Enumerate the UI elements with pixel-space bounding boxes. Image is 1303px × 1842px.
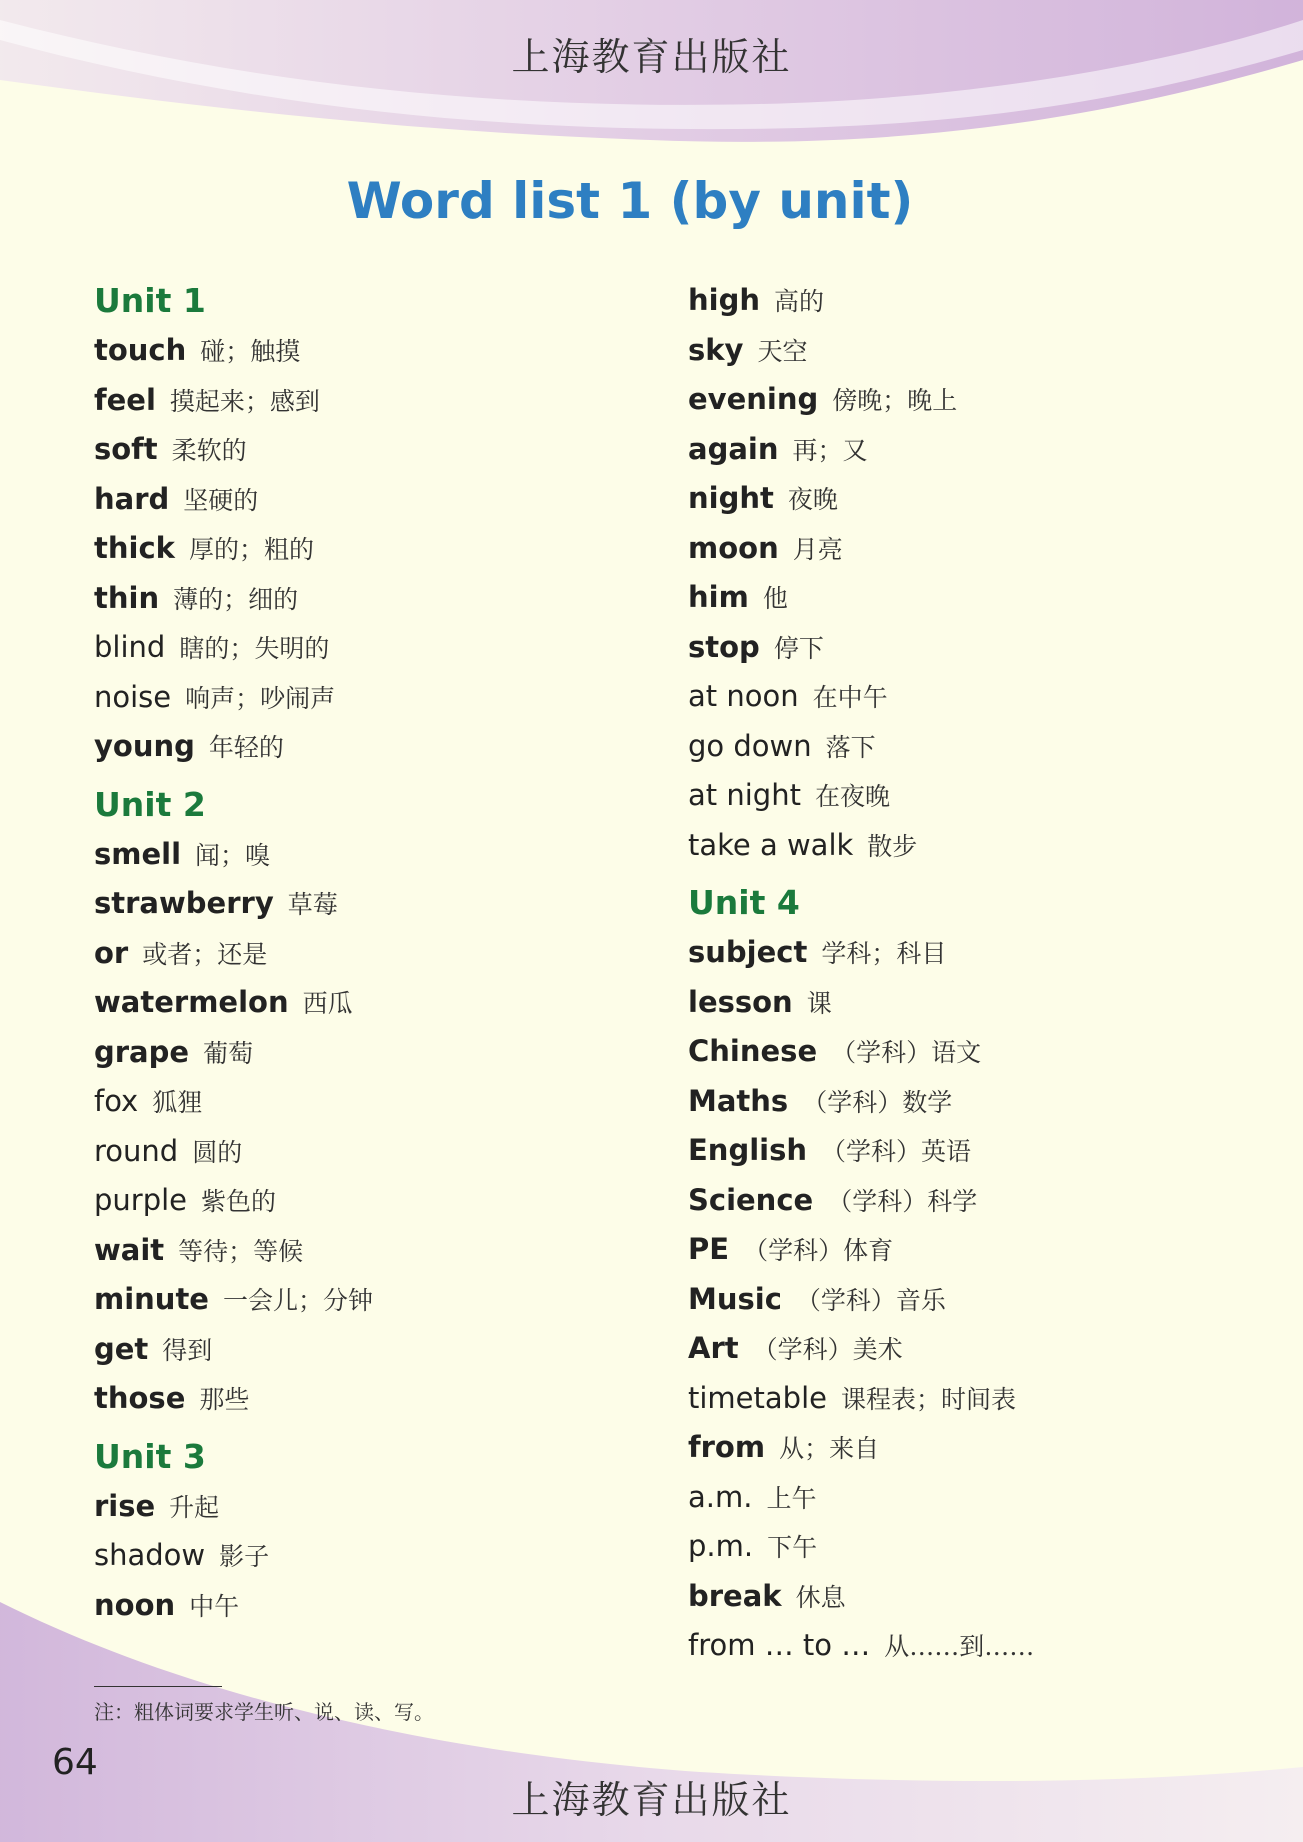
meaning: （学科）英语	[821, 1137, 972, 1166]
meaning: 一会儿；分钟	[222, 1286, 373, 1315]
meaning: 那些	[199, 1385, 250, 1414]
word-entry	[94, 574, 373, 624]
word: smell	[94, 836, 182, 871]
word: timetable	[688, 1380, 827, 1415]
word: at night	[688, 778, 801, 812]
meaning: 闻；嗅	[195, 840, 271, 870]
word: Art	[688, 1331, 739, 1365]
word-entry	[94, 376, 373, 426]
meaning: 天空	[757, 336, 808, 366]
header-publisher: 上海教育出版社	[511, 35, 792, 79]
meaning: 草莓	[287, 890, 338, 919]
meaning: 再；又	[792, 435, 868, 465]
word-entry	[94, 1581, 373, 1631]
word: strawberry	[94, 886, 274, 920]
word-entry	[94, 1176, 373, 1226]
word: him	[688, 580, 749, 614]
word-entry	[94, 1531, 373, 1581]
word: from	[688, 1430, 766, 1464]
word: PE	[688, 1232, 730, 1266]
meaning: 中午	[189, 1591, 240, 1621]
word: young	[94, 729, 195, 763]
meaning: 休息	[795, 1582, 846, 1612]
word: Maths	[688, 1083, 789, 1118]
meaning: 落下	[825, 732, 876, 762]
word: take a walk	[688, 827, 854, 862]
word-entry	[688, 1522, 1034, 1572]
word: rise	[94, 1488, 156, 1523]
word: stop	[688, 629, 760, 664]
word-entry	[94, 1325, 373, 1375]
word: a.m.	[688, 1479, 753, 1514]
word-entry	[94, 929, 373, 979]
meaning: （学科）美术	[752, 1335, 903, 1364]
footer-publisher: 上海教育出版社	[511, 1778, 792, 1822]
word-entry	[688, 1225, 1034, 1275]
word-entry	[94, 475, 373, 525]
word-entry	[688, 1572, 1034, 1622]
word: purple	[94, 1183, 188, 1217]
word-entry	[688, 1077, 1034, 1127]
word: English	[688, 1133, 808, 1167]
word-entry	[94, 425, 373, 475]
word: wait	[94, 1232, 165, 1267]
meaning: 坚硬的	[183, 485, 259, 515]
meaning: 夜晚	[787, 485, 838, 514]
word: touch	[94, 333, 187, 367]
word: shadow	[94, 1538, 206, 1572]
word: break	[688, 1578, 782, 1613]
word-entry	[688, 573, 1034, 623]
word: round	[94, 1133, 179, 1168]
word: fox	[94, 1084, 139, 1118]
word-entry	[94, 524, 373, 574]
word: those	[94, 1381, 186, 1415]
word-entry	[94, 1077, 373, 1127]
word-entry	[94, 673, 373, 723]
footnote: 注：粗体词要求学生听、说、读、写。	[94, 1700, 434, 1724]
unit-heading: Unit 4	[688, 883, 800, 922]
word: hard	[94, 481, 170, 516]
footnote-divider	[94, 1686, 222, 1687]
word: subject	[688, 935, 808, 969]
meaning: 高的	[774, 287, 825, 316]
meaning: （学科）体育	[743, 1236, 894, 1265]
word-entry	[688, 326, 1034, 376]
word-entry	[94, 1127, 373, 1177]
meaning: 月亮	[792, 534, 843, 564]
meaning: 瞎的；失明的	[179, 634, 330, 663]
word-entry	[688, 771, 1034, 821]
word-entry	[94, 1028, 373, 1078]
meaning: 课	[806, 988, 832, 1018]
meaning: 厚的；粗的	[188, 535, 314, 564]
word: noon	[94, 1587, 176, 1622]
word-entry	[688, 1473, 1034, 1523]
word-entry	[94, 1374, 373, 1424]
word: blind	[94, 630, 166, 664]
word-entry	[688, 1621, 1034, 1671]
word: go down	[688, 728, 812, 763]
word-entry	[688, 1275, 1034, 1325]
meaning: 柔软的	[171, 436, 247, 465]
word-entry	[688, 276, 1034, 326]
word: minute	[94, 1282, 209, 1316]
word-entry	[94, 830, 373, 880]
meaning: 影子	[219, 1542, 270, 1571]
word-entry	[688, 1374, 1034, 1424]
meaning: 在夜晚	[814, 782, 890, 811]
meaning: 葡萄	[203, 1038, 254, 1068]
word: Science	[688, 1182, 814, 1217]
page-number: 64	[52, 1742, 98, 1783]
meaning: 从……到……	[884, 1632, 1035, 1661]
word-entry	[688, 425, 1034, 475]
word: moon	[688, 530, 779, 565]
word: grape	[94, 1034, 190, 1069]
word: sky	[688, 332, 744, 367]
word: get	[94, 1331, 149, 1366]
meaning: 散步	[867, 831, 918, 861]
unit-heading: Unit 2	[94, 784, 206, 824]
unit-heading: Unit 1	[94, 281, 206, 320]
meaning: 课程表；时间表	[840, 1384, 1016, 1414]
meaning: 得到	[162, 1335, 213, 1365]
meaning: 从；来自	[779, 1434, 880, 1463]
meaning: 年轻的	[208, 733, 284, 762]
word-entry	[688, 672, 1034, 722]
word: noise	[94, 679, 172, 714]
word: or	[94, 935, 129, 970]
word: soft	[94, 432, 158, 466]
word: thick	[94, 531, 175, 565]
word: watermelon	[94, 985, 289, 1019]
meaning: 紫色的	[201, 1187, 277, 1216]
word-entry	[94, 623, 373, 673]
word-entry	[94, 722, 373, 772]
word-entry	[94, 879, 373, 929]
word-entry	[688, 375, 1034, 425]
meaning: （学科）语文	[831, 1038, 982, 1067]
page-title: Word list 1 (by unit)	[346, 172, 914, 230]
meaning: 上午	[766, 1483, 817, 1513]
word-entry	[94, 1275, 373, 1325]
word: feel	[94, 382, 156, 417]
word: p.m.	[688, 1529, 754, 1563]
meaning: 升起	[169, 1492, 220, 1522]
word: evening	[688, 382, 819, 416]
word: from … to …	[688, 1628, 871, 1662]
word-entry	[688, 524, 1034, 574]
word-entry	[94, 1482, 373, 1532]
meaning: 等待；等候	[178, 1236, 304, 1266]
word: at noon	[688, 679, 799, 713]
word: high	[688, 283, 760, 317]
word-entry	[688, 928, 1034, 978]
word-entry	[688, 1176, 1034, 1226]
word-entry	[688, 1423, 1034, 1473]
meaning: 西瓜	[302, 989, 353, 1018]
word-entry	[688, 821, 1034, 871]
meaning: （学科）数学	[802, 1087, 953, 1117]
meaning: 圆的	[192, 1137, 243, 1167]
meaning: 在中午	[812, 683, 888, 712]
meaning: 停下	[773, 633, 824, 663]
word-entry	[94, 1226, 373, 1276]
meaning: 学科；科目	[821, 939, 947, 968]
meaning: 薄的；细的	[173, 584, 299, 614]
meaning: （学科）科学	[827, 1186, 978, 1216]
right-column	[688, 276, 1034, 1671]
word: thin	[94, 580, 160, 615]
meaning: 或者；还是	[142, 939, 268, 969]
word: lesson	[688, 984, 793, 1019]
word-entry	[94, 326, 373, 376]
meaning: 碰；触摸	[200, 337, 301, 366]
word-entry	[688, 623, 1034, 673]
word-entry	[94, 978, 373, 1028]
word-entry	[688, 1027, 1034, 1077]
meaning: 摸起来；感到	[169, 386, 320, 416]
meaning: （学科）音乐	[795, 1285, 946, 1315]
word-entry	[688, 1126, 1034, 1176]
word: night	[688, 481, 774, 515]
word-entry	[688, 722, 1034, 772]
word-entry	[688, 474, 1034, 524]
meaning: 狐狸	[152, 1088, 203, 1117]
unit-heading: Unit 3	[94, 1436, 206, 1476]
meaning: 他	[762, 584, 788, 613]
left-column	[94, 276, 373, 1630]
meaning: 响声；吵闹声	[185, 683, 336, 713]
meaning: 下午	[767, 1533, 818, 1562]
word-entry	[688, 978, 1034, 1028]
meaning: 傍晚；晚上	[832, 386, 958, 415]
word: Chinese	[688, 1034, 818, 1068]
word: again	[688, 431, 779, 466]
word: Music	[688, 1281, 782, 1316]
word-entry	[688, 1324, 1034, 1374]
